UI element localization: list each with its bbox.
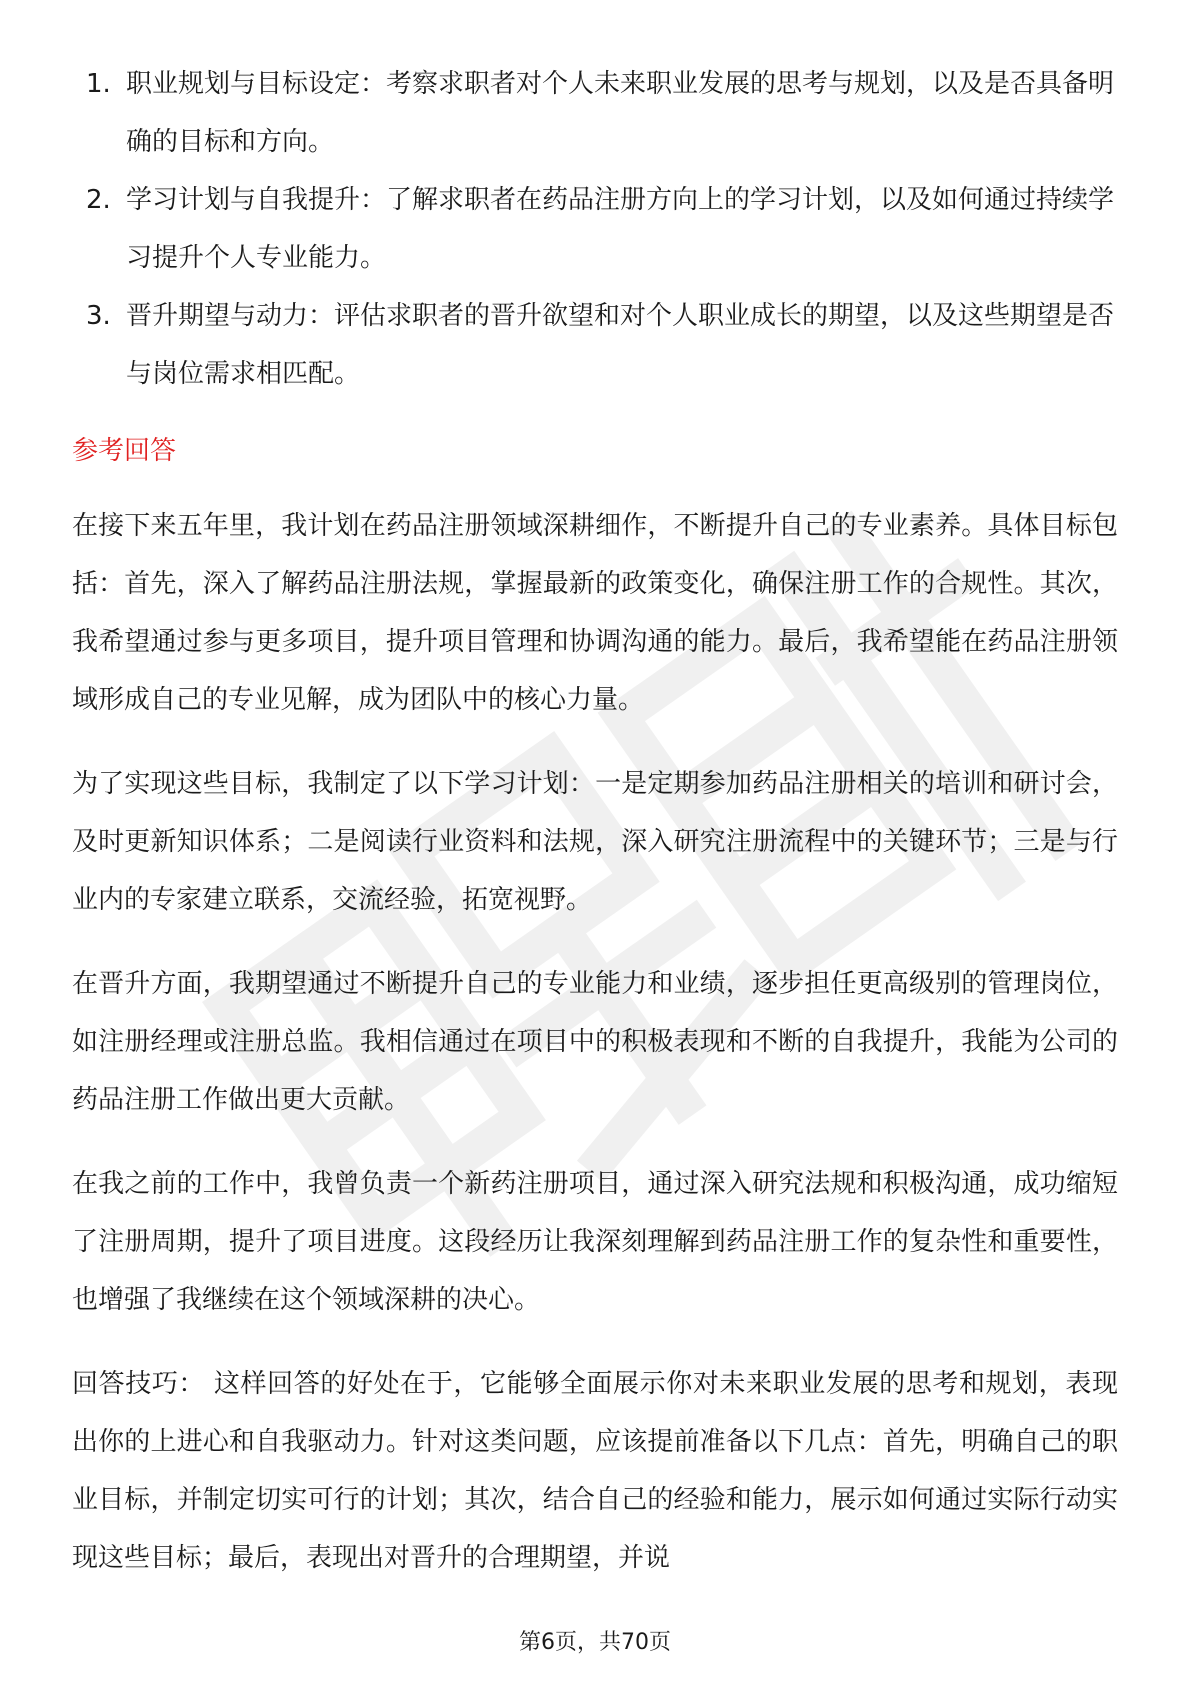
list-item <box>72 55 1118 171</box>
content <box>72 55 1118 1587</box>
list-item-text: 晋升期望与动力：评估求职者的晋升欲望和对个人职业成长的期望，以及这些期望是否与岗位需求相匹配。 <box>126 301 1115 389</box>
list-item <box>72 287 1118 403</box>
answer-paragraph-1: 在接下来五年里，我计划在药品注册领域深耕细作，不断提升自己的专业素养。具体目标包括：首先，深入了解药品注册法规，掌握最新的政策变化，确保注册工作的合规性。其次，我希望通过参与更多项目，提升项目管理和协调沟通的能力。最后，我希望能在药品注册领域形成自己的专业见解，成为团队中的核心力量。 <box>72 511 1118 715</box>
section-title: 参考回答 <box>72 436 177 466</box>
list-number: 3. <box>86 301 111 331</box>
list-number: 2. <box>86 185 111 215</box>
list-item <box>72 171 1118 287</box>
list-item-text: 职业规划与目标设定：考察求职者对个人未来职业发展的思考与规划，以及是否具备明确的目标和方向。 <box>126 69 1115 157</box>
page-number-footer: 第6页，共70页 <box>519 1630 671 1655</box>
list-number: 1. <box>86 69 111 99</box>
list-item-text: 学习计划与自我提升：了解求职者在药品注册方向上的学习计划，以及如何通过持续学习提升个人专业能力。 <box>126 185 1115 273</box>
question-points-list <box>72 55 1118 403</box>
answer-paragraph-3: 在晋升方面，我期望通过不断提升自己的专业能力和业绩，逐步担任更高级别的管理岗位，如注册经理或注册总监。我相信通过在项目中的积极表现和不断的自我提升，我能为公司的药品注册工作做出更大贡献。 <box>72 969 1118 1115</box>
answer-paragraph-4: 在我之前的工作中，我曾负责一个新药注册项目，通过深入研究法规和积极沟通，成功缩短了注册周期，提升了项目进度。这段经历让我深刻理解到药品注册工作的复杂性和重要性，也增强了我继续在这个领域深耕的决心。 <box>72 1169 1118 1315</box>
answer-paragraph-2: 为了实现这些目标，我制定了以下学习计划：一是定期参加药品注册相关的培训和研讨会，及时更新知识体系；二是阅读行业资料和法规，深入研究注册流程中的关键环节；三是与行业内的专家建立联系，交流经验，拓宽视野。 <box>72 769 1118 915</box>
answer-tips-paragraph: 回答技巧： 这样回答的好处在于，它能够全面展示你对未来职业发展的思考和规划，表现出你的上进心和自我驱动力。针对这类问题，应该提前准备以下几点：首先，明确自己的职业目标，并制定切实可行的计划；其次，结合自己的经验和能力，展示如何通过实际行动实现这些目标；最后，表现出对晋升的合理期望，并说 <box>72 1369 1118 1573</box>
